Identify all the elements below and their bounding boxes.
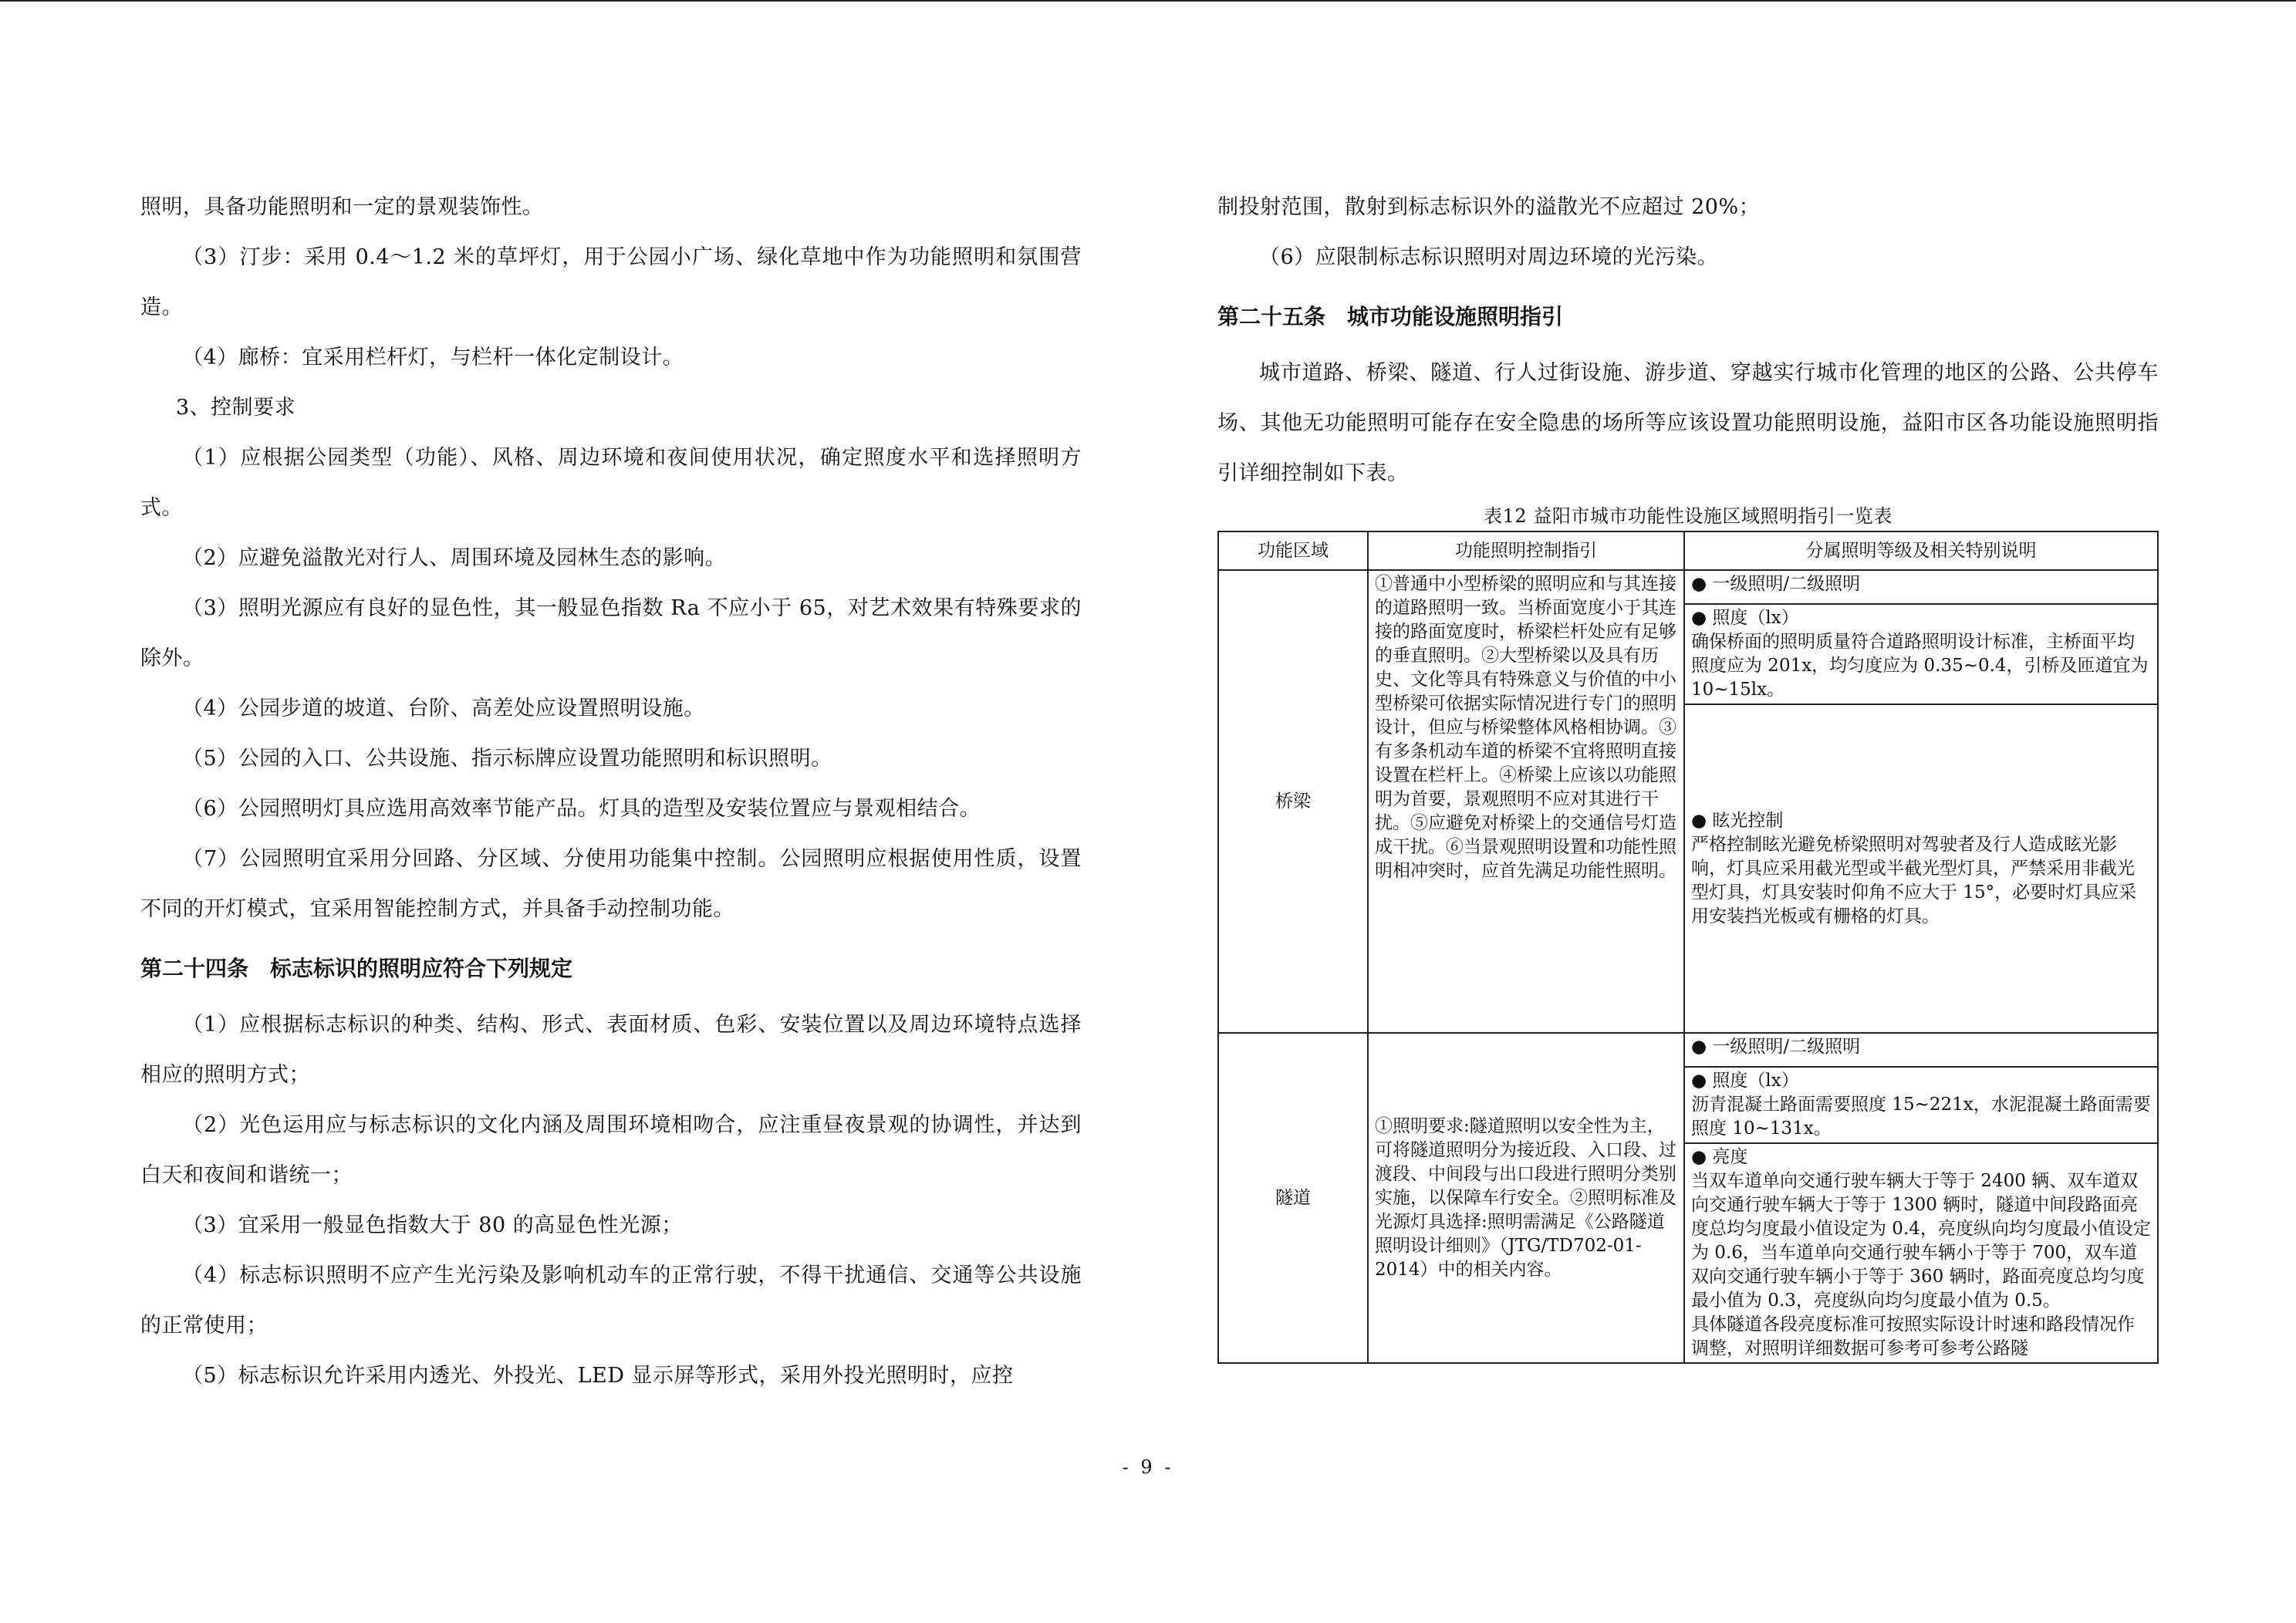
table-header-row [1218, 531, 2158, 570]
level-cell [1684, 570, 2158, 604]
illuminance-title: ● 照度（lx） [1691, 606, 2151, 630]
glare-title: ● 眩光控制 [1691, 809, 2151, 833]
paragraph: （3）汀步：采用 0.4～1.2 米的草坪灯，用于公园小广场、绿化草地中作为功能照明和氛围营造。 [140, 245, 1082, 319]
guide-cell-bridge: ①普通中小型桥梁的照明应和与其连接的道路照明一致。当桥面宽度小于其连接的路面宽度时，桥梁栏杆处应有足够的垂直照明。②大型桥梁以及具有历史、文化等具有特殊意义与价值的中小型桥梁可依据实际情况进行专门的照明设计，但应与桥梁整体风格相协调。③有多条机动车道的桥梁不宜将照明直接设置在栏杆上。④桥梁上应该以功能照明为首要，景观照明不应对其进行干扰。⑤应避免对桥梁上的交通信号灯造成干扰。⑥当景观照明设置和功能性照明相冲突时，应首先满足功能性照明。 [1368, 570, 1684, 1033]
level-text: ● 一级照明/二级照明 [1691, 572, 2151, 596]
paragraph: 城市道路、桥梁、隧道、行人过街设施、游步道、穿越实行城市化管理的地区的公路、公共停车场、其他无功能照明可能存在安全隐患的场所等应该设置功能照明设施，益阳市区各功能设施照明指引详细控制如下表。 [1217, 361, 2159, 485]
paragraph: 照明，具备功能照明和一定的景观装饰性。 [140, 195, 544, 219]
table-row [1218, 570, 2158, 604]
table-header-cell: 功能照明控制指引 [1368, 531, 1684, 570]
level-cell [1684, 1033, 2158, 1067]
luminance-title: ● 亮度 [1691, 1146, 2151, 1169]
paragraph: （3）照明光源应有良好的显色性，其一般显色指数 Ra 不应小于 65，对艺术效果有特殊要求的除外。 [140, 596, 1082, 670]
luminance-cell [1684, 1143, 2158, 1363]
level-text: ● 一级照明/二级照明 [1691, 1035, 2151, 1059]
luminance-text-continued: 具体隧道各段亮度标准可按照实际设计时速和路段情况作调整，对照明详细数据可参考可参考公路隧 [1691, 1314, 2135, 1358]
top-border-line [0, 0, 2296, 2]
illuminance-text: 确保桥面的照明质量符合道路照明设计标准，主桥面平均照度应为 201x，均匀度应为 0.35~0.4，引桥及匝道宜为 10~15lx。 [1691, 632, 2149, 700]
illuminance-text: 沥青混凝土路面需要照度 15~221x，水泥混凝土路面需要照度 10~131x。 [1691, 1095, 2151, 1139]
paragraph: （2）应避免溢散光对行人、周围环境及园林生态的影响。 [182, 546, 727, 570]
paragraph: （6）应限制标志标识照明对周边环境的光污染。 [1259, 245, 1719, 269]
paragraph: （1）应根据公园类型（功能）、风格、周边环境和夜间使用状况，确定照度水平和选择照明方式。 [140, 446, 1082, 520]
paragraph: （1）应根据标志标识的种类、结构、形式、表面材质、色彩、安装位置以及周边环境特点选择相应的照明方式； [140, 1013, 1082, 1087]
left-column [140, 182, 1082, 1401]
illuminance-cell [1684, 604, 2158, 704]
article-24-heading: 第二十四条 标志标识的照明应符合下列规定 [140, 956, 573, 981]
illuminance-cell [1684, 1067, 2158, 1143]
area-cell-bridge: 桥梁 [1218, 570, 1368, 1033]
paragraph: （5）公园的入口、公共设施、指示标牌应设置功能照明和标识照明。 [182, 747, 832, 771]
table-caption: 表12 益阳市城市功能性设施区域照明指引一览表 [1484, 505, 1893, 527]
area-cell-tunnel: 隧道 [1218, 1033, 1368, 1363]
table-header-cell: 功能区域 [1218, 531, 1368, 570]
paragraph: （4）公园步道的坡道、台阶、高差处应设置照明设施。 [182, 697, 705, 720]
table-header-cell: 分属照明等级及相关特别说明 [1684, 531, 2158, 570]
luminance-text: 当双车道单向交通行驶车辆大于等于 2400 辆、双车道双向交通行驶车辆大于等于 1300 辆时，隧道中间段路面亮度总均匀度最小值设定为 0.4，亮度纵向均匀度最小值设定为 0.6，当车道单向交通行驶车辆小于等于 700，双车道双向交通行驶车辆小于等于 360 辆时，路面亮度总均匀度最小值为 0.3，亮度纵向均匀度最小值为 0.5。 [1691, 1171, 2151, 1311]
illuminance-title: ● 照度（lx） [1691, 1069, 2151, 1093]
lighting-guide-table [1217, 531, 2159, 1364]
article-25-heading: 第二十五条 城市功能设施照明指引 [1217, 304, 1564, 329]
paragraph: （3）宜采用一般显色指数大于 80 的高显色性光源； [182, 1213, 683, 1237]
glare-cell [1684, 704, 2158, 1033]
guide-cell-tunnel: ①照明要求:隧道照明以安全性为主，可将隧道照明分为接近段、入口段、过渡段、中间段与出口段进行照明分类别实施，以保障车行安全。②照明标准及光源灯具选择:照明需满足《公路隧道照明设计细则》（JTG/TD702-01-2014）中的相关内容。 [1368, 1033, 1684, 1363]
paragraph: （6）公园照明灯具应选用高效率节能产品。灯具的造型及安装位置应与景观相结合。 [182, 797, 981, 821]
right-column [1217, 182, 2159, 529]
subheading: 3、控制要求 [176, 396, 296, 420]
paragraph: 制投射范围，散射到标志标识外的溢散光不应超过 20%； [1217, 195, 1761, 219]
paragraph: （2）光色运用应与标志标识的文化内涵及周围环境相吻合，应注重昼夜景观的协调性，并达到白天和夜间和谐统一； [140, 1113, 1082, 1187]
paragraph: （4）标志标识照明不应产生光污染及影响机动车的正常行驶，不得干扰通信、交通等公共设施的正常使用； [140, 1264, 1082, 1338]
glare-text: 严格控制眩光避免桥梁照明对驾驶者及行人造成眩光影响，灯具应采用截光型或半截光型灯具，严禁采用非截光型灯具，灯具安装时仰角不应大于 15°，必要时灯具应采用安装挡光板或有栅格的灯具。 [1691, 834, 2137, 926]
paragraph: （7）公园照明宜采用分回路、分区域、分使用功能集中控制。公园照明应根据使用性质，设置不同的开灯模式，宜采用智能控制方式，并具备手动控制功能。 [140, 847, 1082, 921]
paragraph: （5）标志标识允许采用内透光、外投光、LED 显示屏等形式，采用外投光照明时，应控 [182, 1364, 1014, 1388]
page-number: - 9 - [1122, 1456, 1174, 1478]
paragraph: （4）廊桥：宜采用栏杆灯，与栏杆一体化定制设计。 [182, 346, 684, 369]
table-row [1218, 1033, 2158, 1067]
